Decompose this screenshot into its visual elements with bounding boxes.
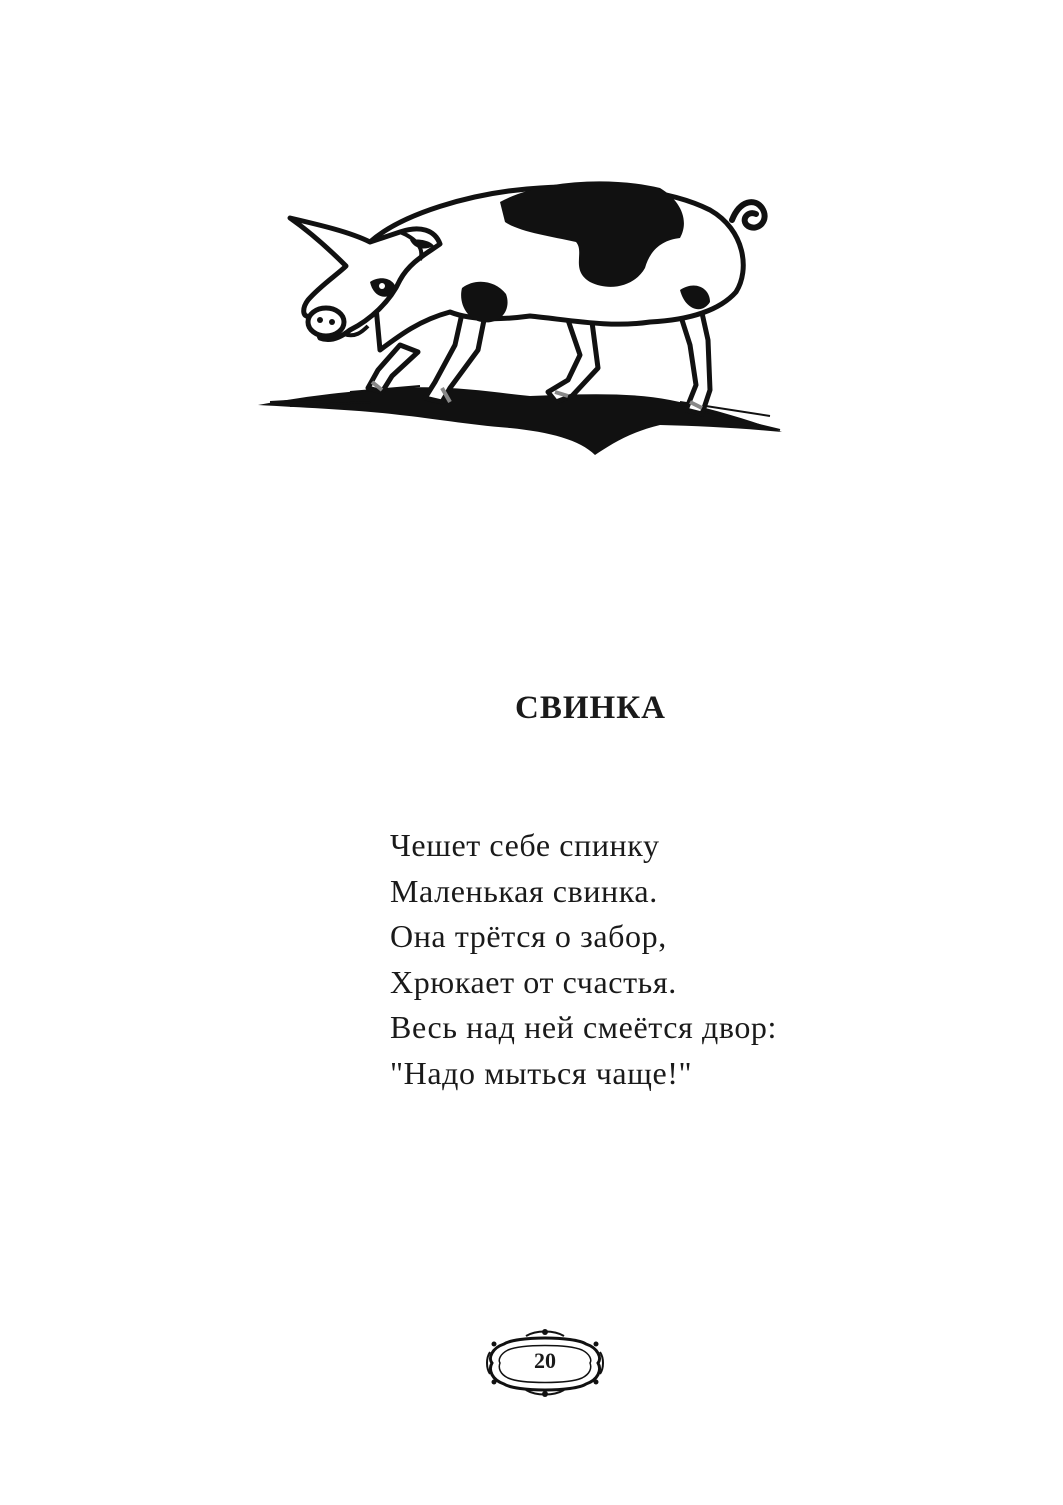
poem-line: Маленькая свинка. <box>390 872 658 909</box>
pig-snout <box>308 308 344 336</box>
poem-line: Хрюкает от счастья. <box>390 963 677 1000</box>
pig-tail <box>732 202 765 227</box>
poem-line: Она трётся о забор, <box>390 918 667 954</box>
poem-text <box>390 823 890 1096</box>
poem-title: СВИНКА <box>515 690 666 726</box>
pig-illustration <box>250 170 790 470</box>
poem-line: "Надо мыться чаще!" <box>390 1054 693 1091</box>
poem-line: Весь над ней смеётся двор: <box>390 1009 778 1045</box>
page-number-badge <box>486 1328 604 1398</box>
poem-line: Чешет себе спинку <box>390 827 660 863</box>
page-number: 20 <box>534 1348 556 1373</box>
